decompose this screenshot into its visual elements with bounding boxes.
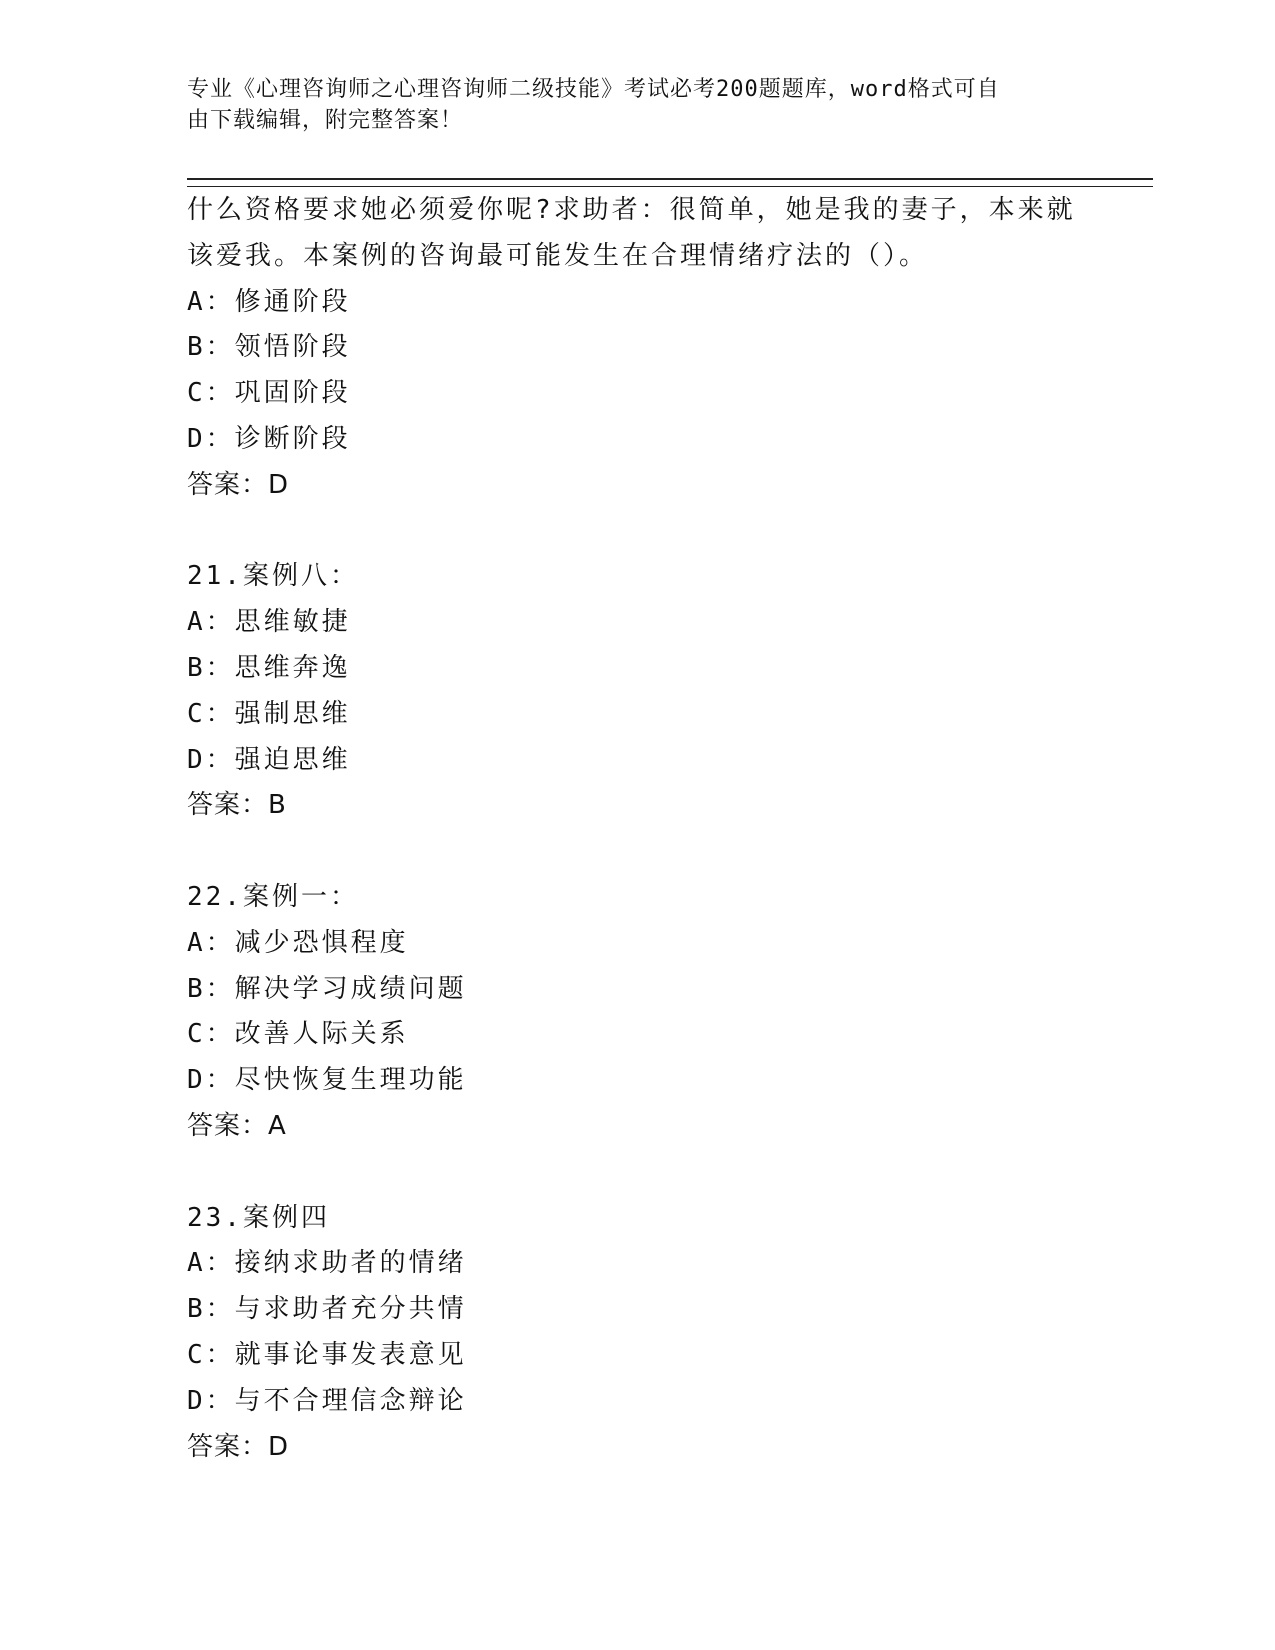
option-a: A：减少恐惧程度 <box>187 927 409 958</box>
question-title: 22.案例一： <box>187 881 359 912</box>
option-d: D：与不合理信念辩论 <box>187 1385 467 1416</box>
option-d: D：尽快恢复生理功能 <box>187 1065 467 1096</box>
answer-line: 答案：D <box>187 469 290 500</box>
question-title: 23.案例四 <box>187 1202 330 1233</box>
answer-line: 答案：A <box>187 1110 287 1141</box>
document-header <box>187 74 1087 136</box>
option-a: A：接纳求助者的情绪 <box>187 1248 467 1279</box>
option-d: D：诊断阶段 <box>187 423 351 454</box>
question-text-line: 该爱我。本案例的咨询最可能发生在合理情绪疗法的（）。 <box>187 240 929 271</box>
option-c: C：强制思维 <box>187 698 351 729</box>
header-divider <box>187 178 1153 187</box>
answer-line: 答案：B <box>187 790 287 821</box>
option-b: B：领悟阶段 <box>187 332 351 363</box>
option-a: A：修通阶段 <box>187 286 351 317</box>
option-c: C：巩固阶段 <box>187 378 351 409</box>
option-d: D：强迫思维 <box>187 744 351 775</box>
option-a: A：思维敏捷 <box>187 607 351 638</box>
header-line-1: 专业《心理咨询师之心理咨询师二级技能》考试必考200题题库，word格式可自 <box>187 77 1000 102</box>
header-line-2: 由下载编辑，附完整答案！ <box>187 108 464 133</box>
option-b: B：与求助者充分共情 <box>187 1294 467 1325</box>
question-title: 21.案例八： <box>187 561 359 592</box>
spacer <box>187 1150 1087 1196</box>
option-b: B：思维奔逸 <box>187 652 351 683</box>
option-c: C：改善人际关系 <box>187 1019 409 1050</box>
answer-line: 答案：D <box>187 1431 290 1462</box>
option-c: C：就事论事发表意见 <box>187 1339 467 1370</box>
question-content <box>187 188 1087 1470</box>
option-b: B：解决学习成绩问题 <box>187 973 467 1004</box>
spacer <box>187 509 1087 555</box>
spacer <box>187 829 1087 875</box>
question-text-line: 什么资格要求她必须爱你呢?求助者：很简单，她是我的妻子，本来就 <box>187 195 1076 225</box>
